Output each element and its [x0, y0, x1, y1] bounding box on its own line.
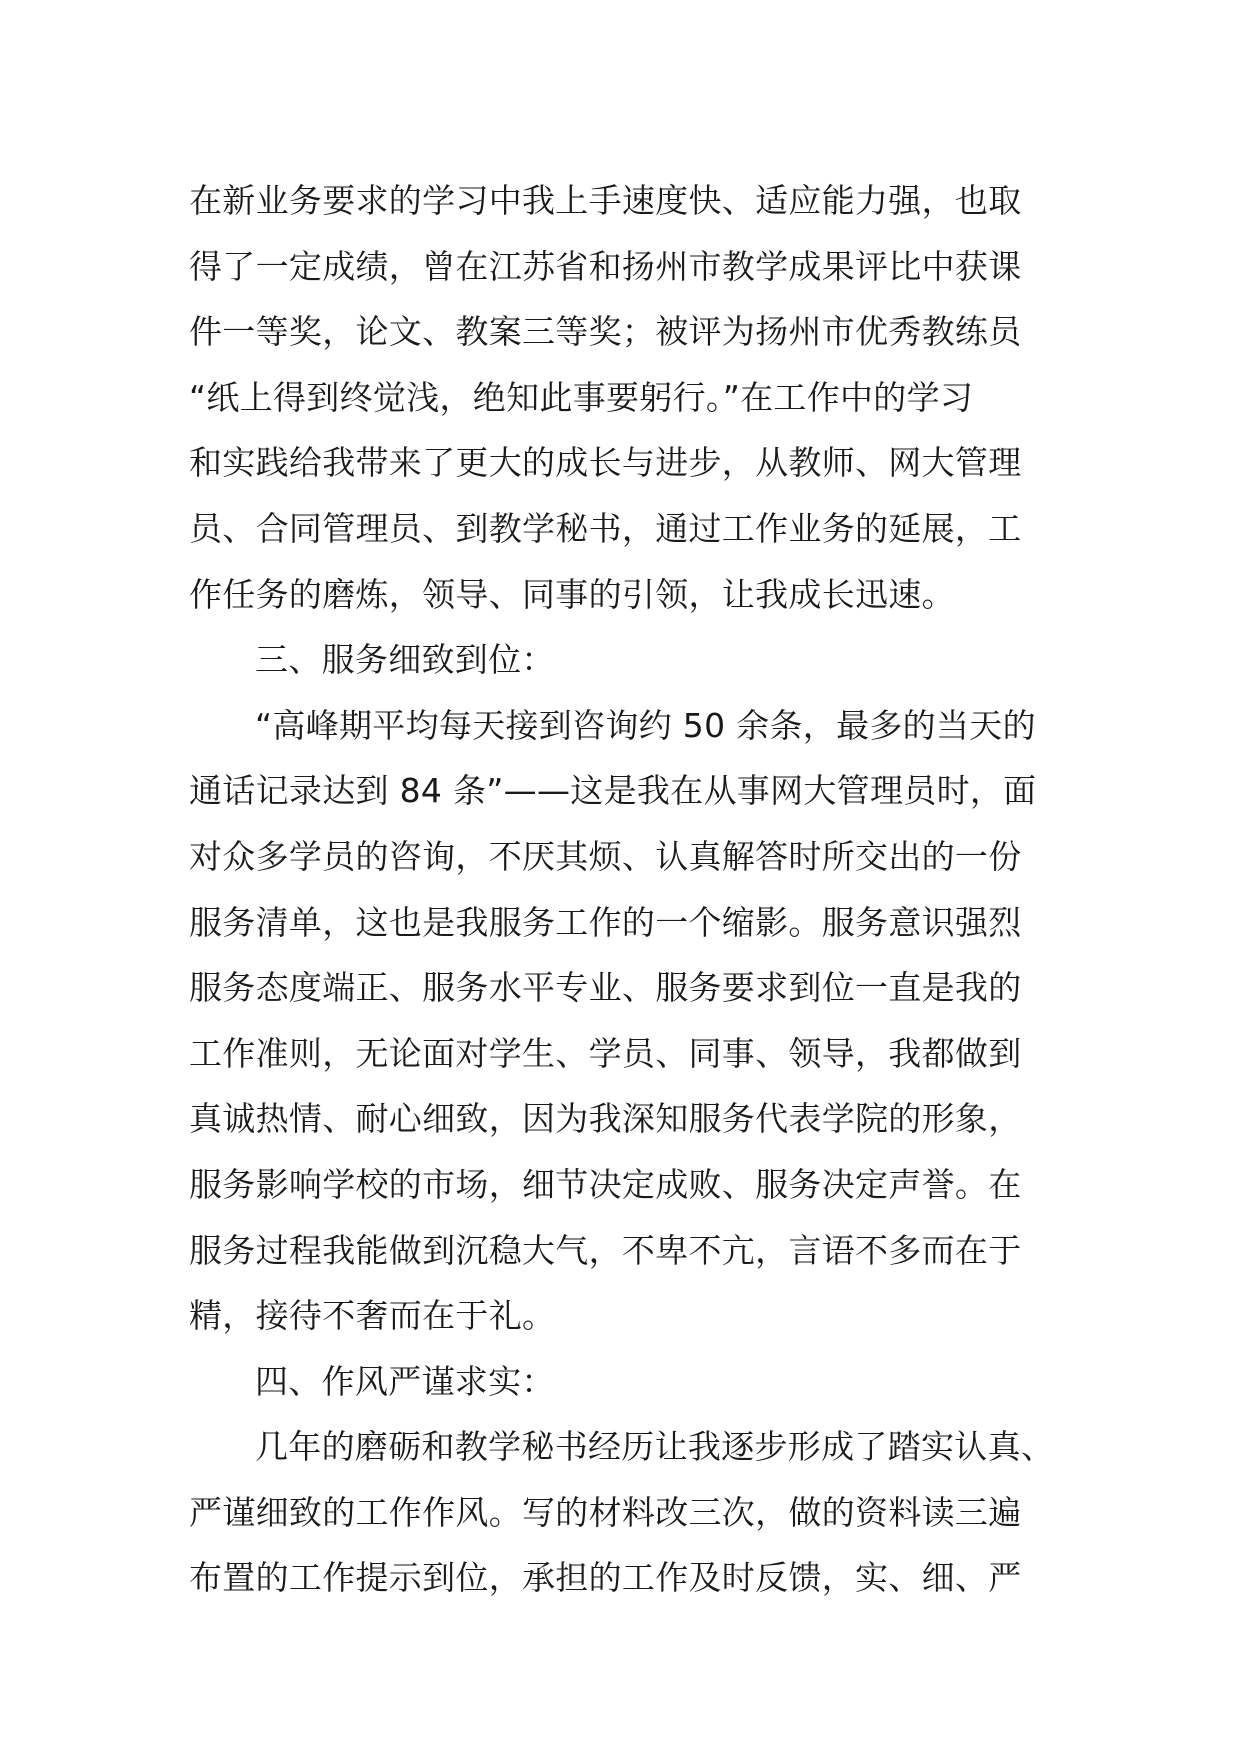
text-line: 精，接待不奢而在于礼。 — [189, 1296, 556, 1336]
text-line: 员、合同管理员、到教学秘书，通过工作业务的延展，工 — [189, 508, 1022, 548]
text-line: 作任务的磨炼，领导、同事的引领，让我成长迅速。 — [189, 574, 955, 614]
text-line: 工作准则，无论面对学生、学员、同事、领导，我都做到 — [189, 1033, 1022, 1073]
text-line: “高峰期平均每天接到咨询约 50 余条，最多的当天的 — [255, 705, 1036, 745]
section-heading-service: 三、服务细致到位： — [255, 640, 555, 680]
text-line: 得了一定成绩，曾在江苏省和扬州市教学成果评比中获课 — [189, 246, 1022, 286]
text-line: 严谨细致的工作作风。写的材料改三次，做的资料读三遍 — [189, 1492, 1022, 1532]
text-line: 通话记录达到 84 条”——这是我在从事网大管理员时，面 — [189, 771, 1037, 811]
text-line: 服务清单，这也是我服务工作的一个缩影。服务意识强烈 — [189, 902, 1022, 942]
text-line: 服务过程我能做到沉稳大气，不卑不亢，言语不多而在于 — [189, 1230, 1022, 1270]
text-line: 和实践给我带来了更大的成长与进步，从教师、网大管理 — [189, 443, 1022, 483]
text-line: 几年的磨砺和教学秘书经历让我逐步形成了踏实认真、 — [255, 1427, 1055, 1467]
text-line: 布置的工作提示到位，承担的工作及时反馈，实、细、严 — [189, 1558, 1022, 1598]
section-heading-style: 四、作风严谨求实： — [255, 1361, 555, 1401]
text-line: 服务影响学校的市场，细节决定成败、服务决定声誉。在 — [189, 1164, 1022, 1204]
text-line: 在新业务要求的学习中我上手速度快、适应能力强，也取 — [189, 181, 1022, 220]
text-line: 真诚热情、耐心细致，因为我深知服务代表学院的形象， — [189, 1099, 1022, 1139]
body-text — [189, 168, 1089, 1611]
text-line: 件一等奖，论文、教案三等奖；被评为扬州市优秀教练员 — [189, 312, 1022, 352]
text-line: 服务态度端正、服务水平专业、服务要求到位一直是我的 — [189, 968, 1022, 1008]
quote-line: “纸上得到终觉浅，绝知此事要躬行。”在工作中的学习 — [189, 377, 974, 417]
text-line: 对众多学员的咨询，不厌其烦、认真解答时所交出的一份 — [189, 836, 1022, 876]
